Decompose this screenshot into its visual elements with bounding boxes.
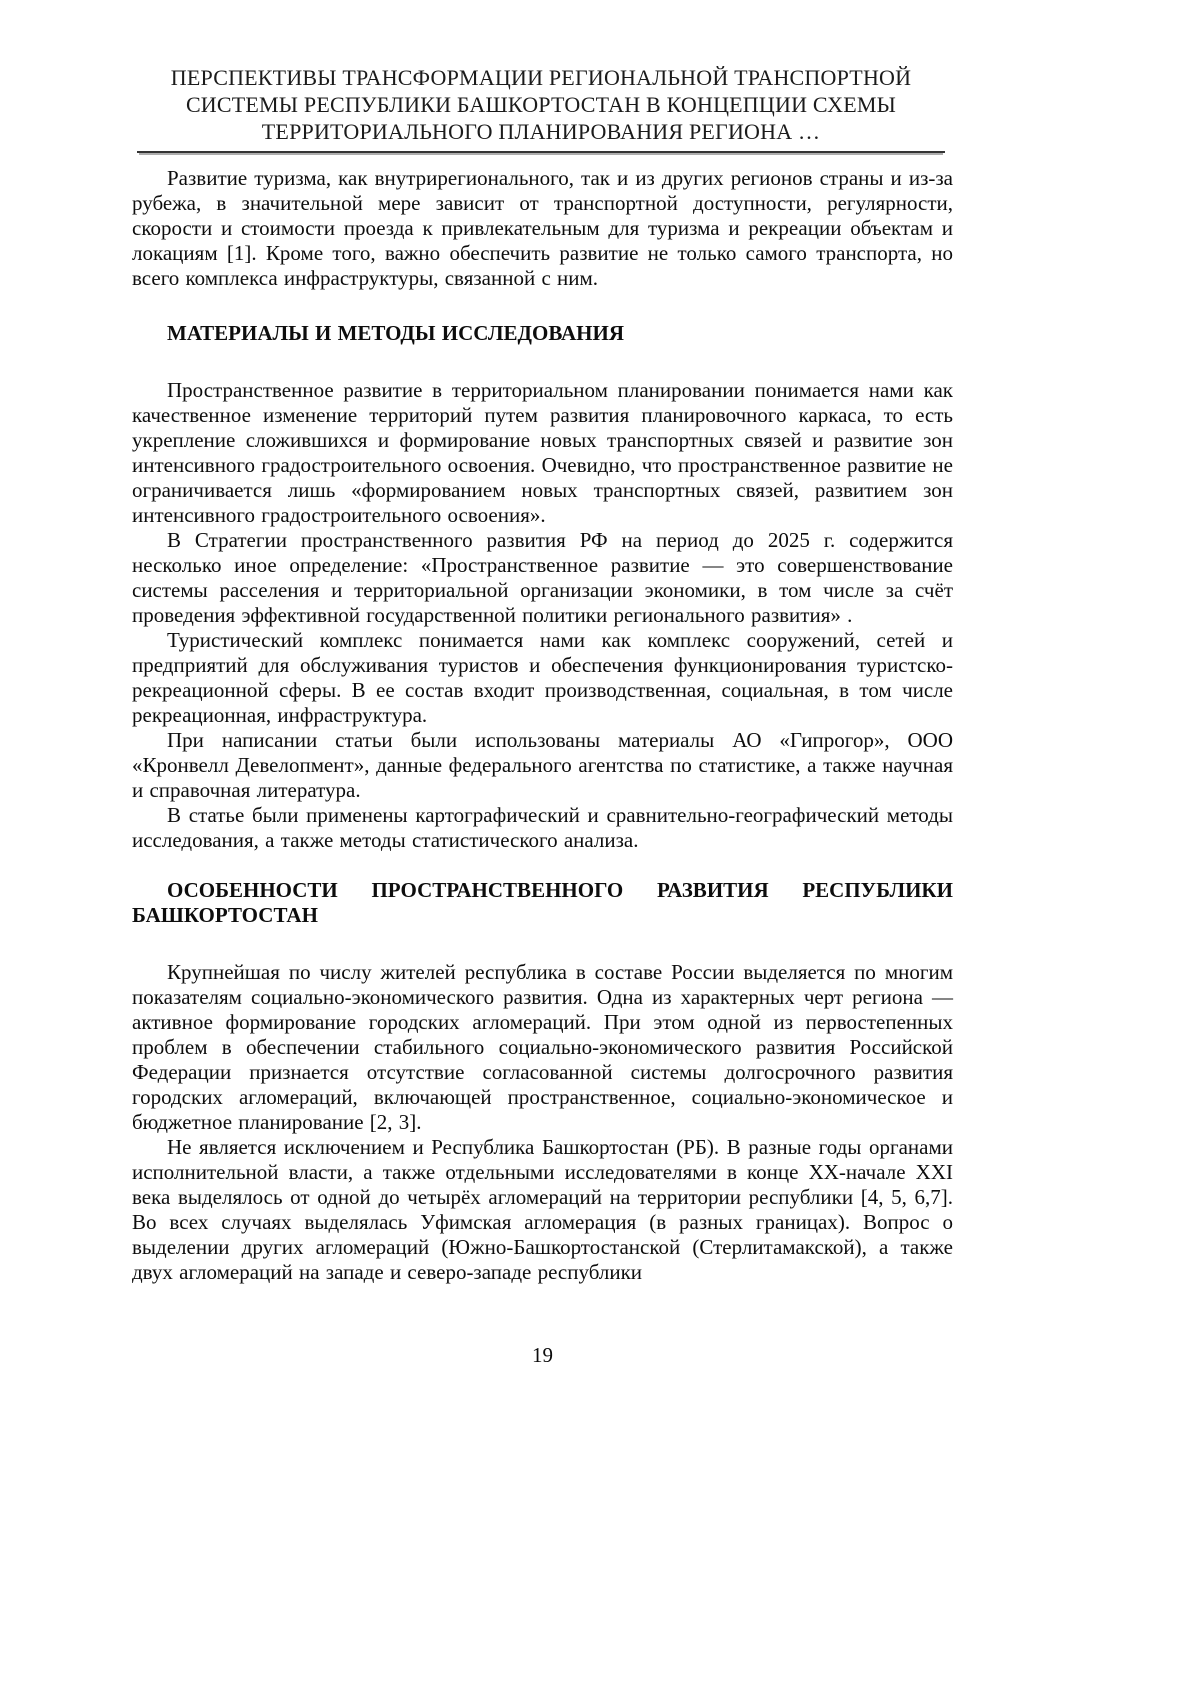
intro-paragraph: Развитие туризма, как внутрирегионального, так и из других регионов страны и из-за рубежа, в значительной мере зависит от транспортной доступности, регулярности, скорости и стоимости проезда к привлекательным для туризма и рекреации объектам и локациям [1]. Кроме того, важно обеспечить развитие не только самого транспорта, но всего комплекса инфраструктуры, связанной с ним. bbox=[132, 166, 953, 290]
paragraph: В Стратегии пространственного развития РФ на период до 2025 г. содержится несколько иное определение: «Пространственное развитие — это совершенствование системы расселения и территориальной организации экономики, в том числе за счёт проведения эффективной государственной политики регионального развития» . bbox=[132, 528, 953, 627]
running-head-line-1: ПЕРСПЕКТИВЫ ТРАНСФОРМАЦИИ РЕГИОНАЛЬНОЙ ТРАНСПОРТНОЙ bbox=[170, 65, 912, 90]
running-head bbox=[137, 64, 945, 153]
paragraph: При написании статьи были использованы материалы АО «Гипрогор», ООО «Кронвелл Девелопмент», данные федерального агентства по статистике, а также научная и справочная литература. bbox=[132, 728, 953, 802]
article-body bbox=[132, 166, 953, 1285]
section-heading-materials-methods: МАТЕРИАЛЫ И МЕТОДЫ ИССЛЕДОВАНИЯ bbox=[167, 321, 625, 345]
paragraph: Туристический комплекс понимается нами как комплекс сооружений, сетей и предприятий для обслуживания туристов и обеспечения функционирования туристско-рекреационной сферы. В ее состав входит производственная, социальная, в том числе рекреационная, инфраструктура. bbox=[132, 628, 953, 727]
running-head-line-2: СИСТЕМЫ РЕСПУБЛИКИ БАШКОРТОСТАН В КОНЦЕПЦИИ СХЕМЫ bbox=[185, 92, 897, 117]
paragraph: Крупнейшая по числу жителей республика в составе России выделяется по многим показателям социально-экономического развития. Одна из характерных черт региона — активное формирование городских агломераций. При этом одной из первостепенных проблем в обеспечении стабильного социально-экономического развития Российской Федерации признается отсутствие согласованной системы долгосрочного развития городских агломераций, включающей пространственное, социально-экономическое и бюджетное планирование [2, 3]. bbox=[132, 960, 953, 1134]
paragraph: В статье были применены картографический и сравнительно-географический методы исследования, а также методы статистического анализа. bbox=[132, 803, 953, 852]
running-head-line-3: ТЕРРИТОРИАЛЬНОГО ПЛАНИРОВАНИЯ РЕГИОНА … bbox=[261, 119, 821, 144]
page-number: 19 bbox=[532, 1343, 553, 1367]
section-heading-spatial-features: ОСОБЕННОСТИ ПРОСТРАНСТВЕННОГО РАЗВИТИЯ РЕСПУБЛИКИ БАШКОРТОСТАН bbox=[132, 878, 953, 927]
paragraph: Не является исключением и Республика Башкортостан (РБ). В разные годы органами исполнительной власти, а также отдельными исследователями в конце ХХ-начале XXI века выделялось от одной до четырёх агломераций на территории республики [4, 5, 6,7]. Во всех случаях выделялась Уфимская агломерация (в разных границах). Вопрос о выделении других агломераций (Южно-Башкортостанской (Стерлитамакской), а также двух агломераций на западе и северо-западе республики bbox=[132, 1135, 953, 1284]
paragraph: Пространственное развитие в территориальном планировании понимается нами как качественное изменение территорий путем развития планировочного каркаса, то есть укрепление сложившихся и формирование новых транспортных связей и развитие зон интенсивного градостроительного освоения. Очевидно, что пространственное развитие не ограничивается лишь «формированием новых транспортных связей, развитием зон интенсивного градостроительного освоения». bbox=[132, 378, 953, 527]
